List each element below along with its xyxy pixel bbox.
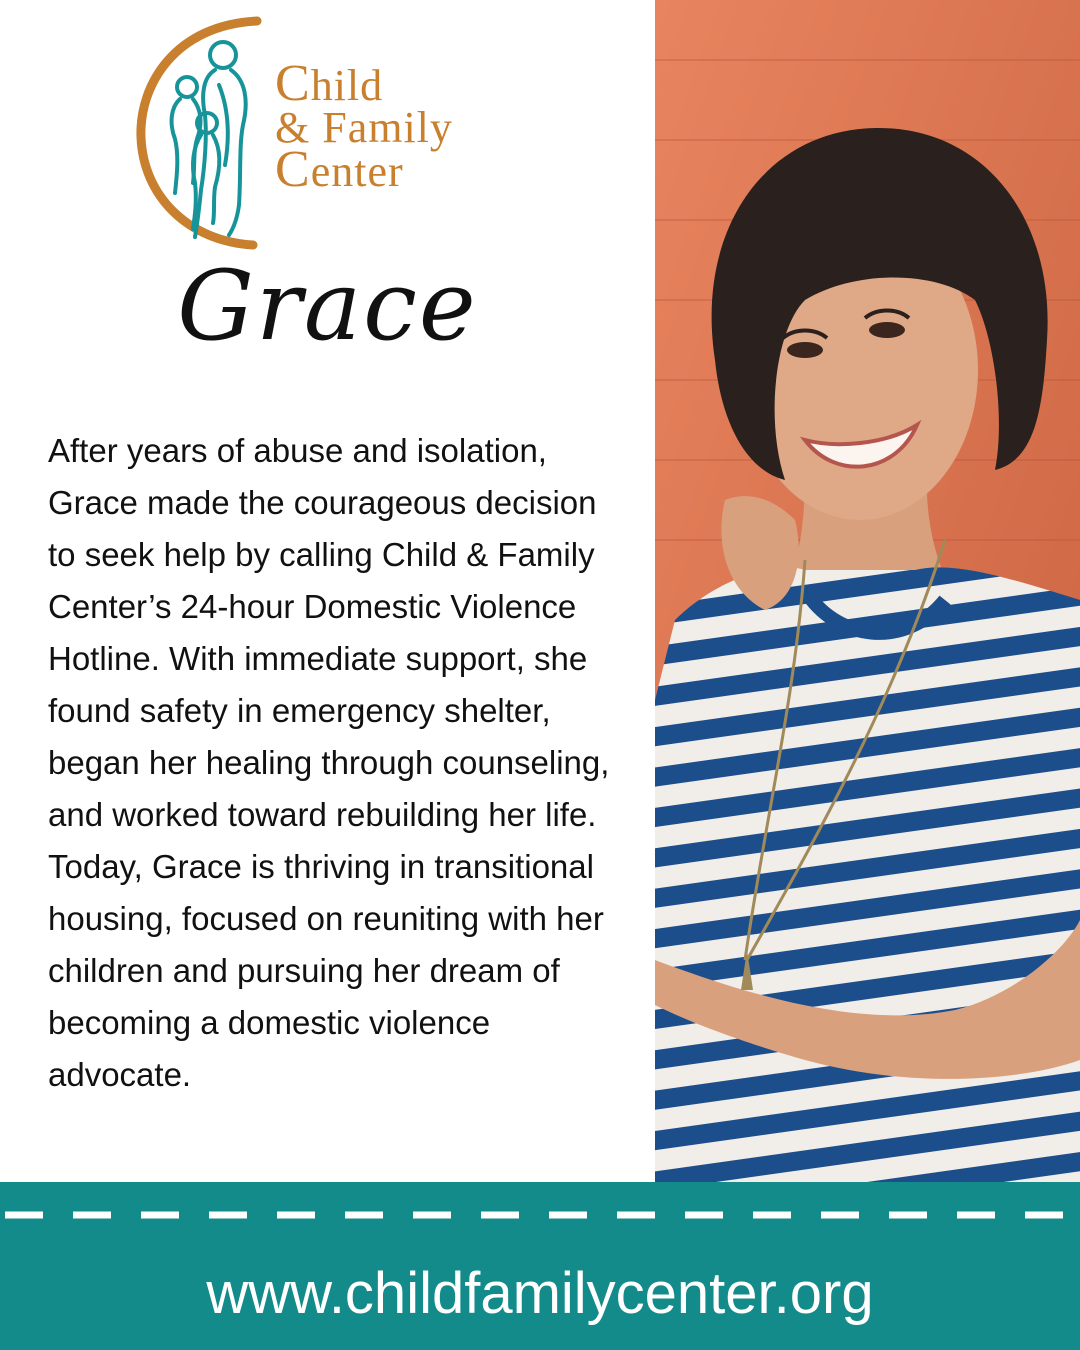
logo-line-2: & Family <box>275 103 453 152</box>
organization-logo <box>135 15 505 250</box>
website-link[interactable]: www.childfamilycenter.org <box>206 1261 874 1326</box>
family-figures-icon <box>135 15 270 250</box>
story-name-heading: Grace <box>177 250 478 362</box>
story-text: After years of abuse and isolation, Grace made the courageous decision to seek help by calling Child & Family Center’s 24-hour Domestic Violence Hotline. With immediate support, she found safety in emergency shelter, began her healing through counseling, and worked toward rebuilding her life. Today, Grace is thriving in transitional housing, focused on reuniting with her children and pursuing her dream of becoming a domestic violence advocate. <box>48 432 610 1093</box>
dashed-divider <box>0 1208 1080 1222</box>
portrait-illustration <box>655 0 1080 1182</box>
portrait-photo <box>655 0 1080 1182</box>
footer-bar <box>0 1182 1080 1350</box>
logo-line-3: Center <box>275 141 404 198</box>
logo-wordmark <box>275 55 453 198</box>
logo-line-1: Child <box>275 55 384 112</box>
